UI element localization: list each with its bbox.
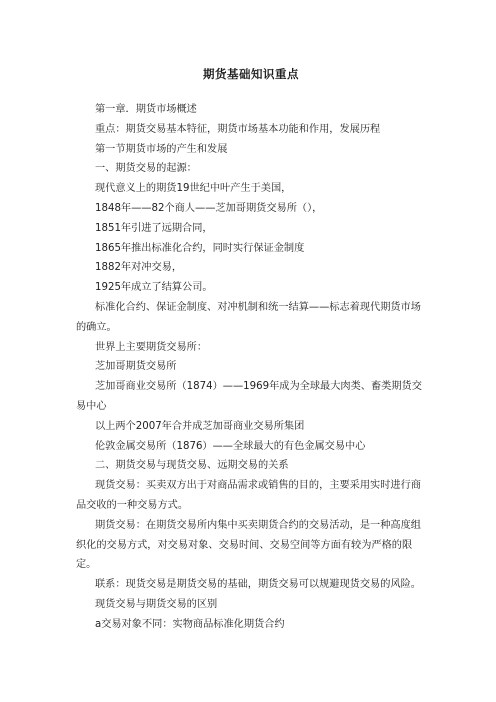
- section-heading: 第一节期货市场的产生和发展: [95, 143, 228, 155]
- paragraph: a交易对象不同：实物商品标准化期货合约: [95, 618, 285, 630]
- paragraph: 联系：现货交易是期货交易的基础，期货交易可以规避现货交易的风险。: [95, 579, 421, 591]
- document-title: 期货基础知识重点: [203, 67, 299, 81]
- chapter-heading: 第一章．期货市场概述: [95, 104, 197, 115]
- paragraph: 以上两个2007年合并成芝加哥商业交易所集团: [95, 420, 305, 432]
- paragraph: 伦敦金属交易所（1876）——全球最大的有色金属交易中心: [95, 440, 366, 452]
- document-body: [76, 100, 426, 635]
- paragraph: 现货交易：买卖双方出于对商品需求或销售的目的，主要采用实时进行商品交收的一种交易方式。: [76, 480, 421, 511]
- paragraph: 1865年推出标准化合约，同时实行保证金制度: [95, 242, 305, 254]
- subsection-heading: 一、期货交易的起源：: [95, 163, 197, 175]
- paragraph: 1851年引进了远期合同，: [95, 222, 213, 234]
- paragraph: 1925年成立了结算公司。: [95, 282, 213, 294]
- paragraph: 世界上主要期货交易所：: [95, 341, 208, 353]
- paragraph: 期货交易：在期货交易所内集中买卖期货合约的交易活动，是一种高度组织化的交易方式，对交易对象、交易时间、交易空间等方面有较为严格的限定。: [76, 519, 421, 571]
- paragraph: 1882年对冲交易，: [95, 262, 183, 274]
- paragraph: 芝加哥商业交易所（1874）——1969年成为全球最大肉类、畜类期货交易中心: [76, 381, 422, 412]
- paragraph: 现货交易与期货交易的区别: [95, 598, 218, 610]
- subsection-heading: 二、期货交易与现货交易、远期交易的关系: [95, 460, 289, 472]
- key-points: 重点：期货交易基本特征，期货市场基本功能和作用，发展历程: [95, 123, 381, 135]
- paragraph: 芝加哥期货交易所: [95, 361, 177, 373]
- paragraph: 标准化合约、保证金制度、对冲机制和统一结算——标志着现代期货市场的确立。: [76, 301, 421, 333]
- paragraph: 现代意义上的期货19世纪中叶产生于美国，: [95, 183, 292, 195]
- paragraph: 1848年——82个商人——芝加哥期货交易所（），: [95, 202, 323, 214]
